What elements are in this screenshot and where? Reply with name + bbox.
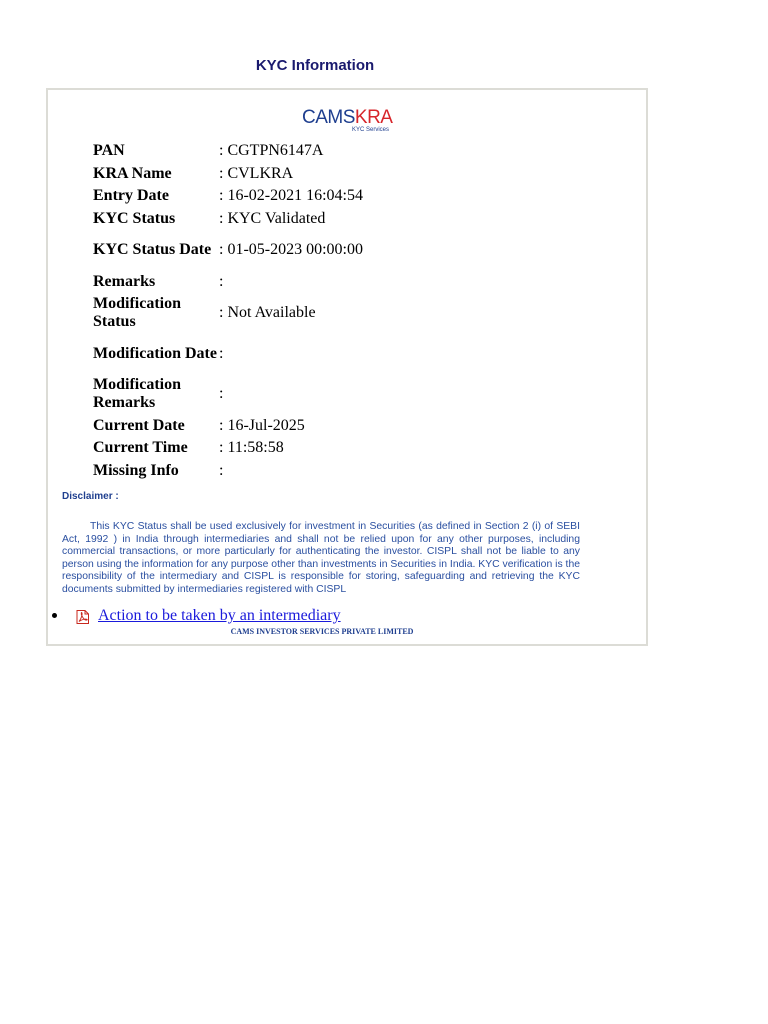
kyc-value: : CGTPN6147A (219, 142, 324, 160)
kyc-row-kyc-status-date (93, 230, 363, 271)
kyc-value: : Not Available (219, 304, 316, 322)
kyc-row-current-time (93, 437, 363, 460)
kyc-label: Modification Status (93, 295, 181, 331)
kyc-label: Missing Info (93, 461, 179, 479)
disclaimer-title: Disclaimer : (62, 491, 119, 502)
kyc-value: : (219, 385, 224, 403)
kyc-value: : (219, 461, 224, 479)
kyc-label: KYC Status (93, 209, 176, 227)
kyc-label: Current Date (93, 416, 185, 434)
kyc-label: Modification Date (93, 344, 217, 362)
kyc-label: PAN (93, 142, 125, 160)
kyc-label: KYC Status Date (93, 241, 212, 259)
kyc-value: : (219, 344, 224, 362)
kyc-value: : 16-Jul-2025 (219, 416, 305, 434)
pdf-icon[interactable] (76, 610, 89, 624)
kyc-label: KRA Name (93, 164, 172, 182)
kyc-value: : 11:58:58 (219, 439, 284, 457)
action-list (48, 607, 341, 627)
kyc-row-remarks (93, 271, 363, 294)
camskra-logo (302, 108, 412, 138)
disclaimer-text: This KYC Status shall be used exclusively for investment in Securities (as defined in Section 2 (i) of SEBI Act, 1992 ) in India through intermediaries and shall not be relied upon for any other purposes, including commercial transactions, or more particularly for authenticating the investor. CISPL shall not be liable to any person using the information for any purpose other than investments in Securities in India. KYC verification is the responsibility of the intermediary and CISPL is responsible for storing, safeguarding and retrieving the KYC documents submitted by intermediaries registered with CISPL (62, 521, 580, 595)
logo-subtitle: KYC Services (352, 127, 390, 133)
list-item (48, 607, 341, 627)
kyc-label: Remarks (93, 272, 156, 290)
kyc-label: Modification Remarks (93, 376, 181, 412)
kyc-row-entry-date (93, 185, 363, 208)
kyc-row-modification-status (93, 293, 363, 334)
kyc-row-kra-name (93, 163, 363, 186)
kyc-row-pan (93, 140, 363, 163)
kyc-row-modification-remarks (93, 374, 363, 415)
kyc-value: : KYC Validated (219, 209, 326, 227)
kyc-value: : (219, 272, 224, 290)
kyc-row-missing-info (93, 460, 363, 483)
kyc-value: : CVLKRA (219, 164, 294, 182)
kyc-row-current-date (93, 415, 363, 438)
kyc-card (46, 88, 648, 646)
logo-brand-cams: CAMS (302, 107, 355, 128)
kyc-label: Entry Date (93, 187, 169, 205)
intermediary-action-link[interactable]: Action to be taken by an intermediary (98, 607, 341, 624)
bullet-icon (52, 613, 57, 618)
kyc-value: : 01-05-2023 00:00:00 (219, 241, 363, 259)
logo-brand-kra: KRA (354, 107, 393, 128)
kyc-label: Current Time (93, 439, 188, 457)
kyc-value: : 16-02-2021 16:04:54 (219, 187, 363, 205)
page-title: KYC Information (255, 57, 375, 74)
kyc-row-modification-date (93, 334, 363, 375)
footer-company-name: CAMS INVESTOR SERVICES PRIVATE LIMITED (230, 627, 414, 636)
kyc-details-table (93, 140, 363, 482)
kyc-row-kyc-status (93, 208, 363, 231)
